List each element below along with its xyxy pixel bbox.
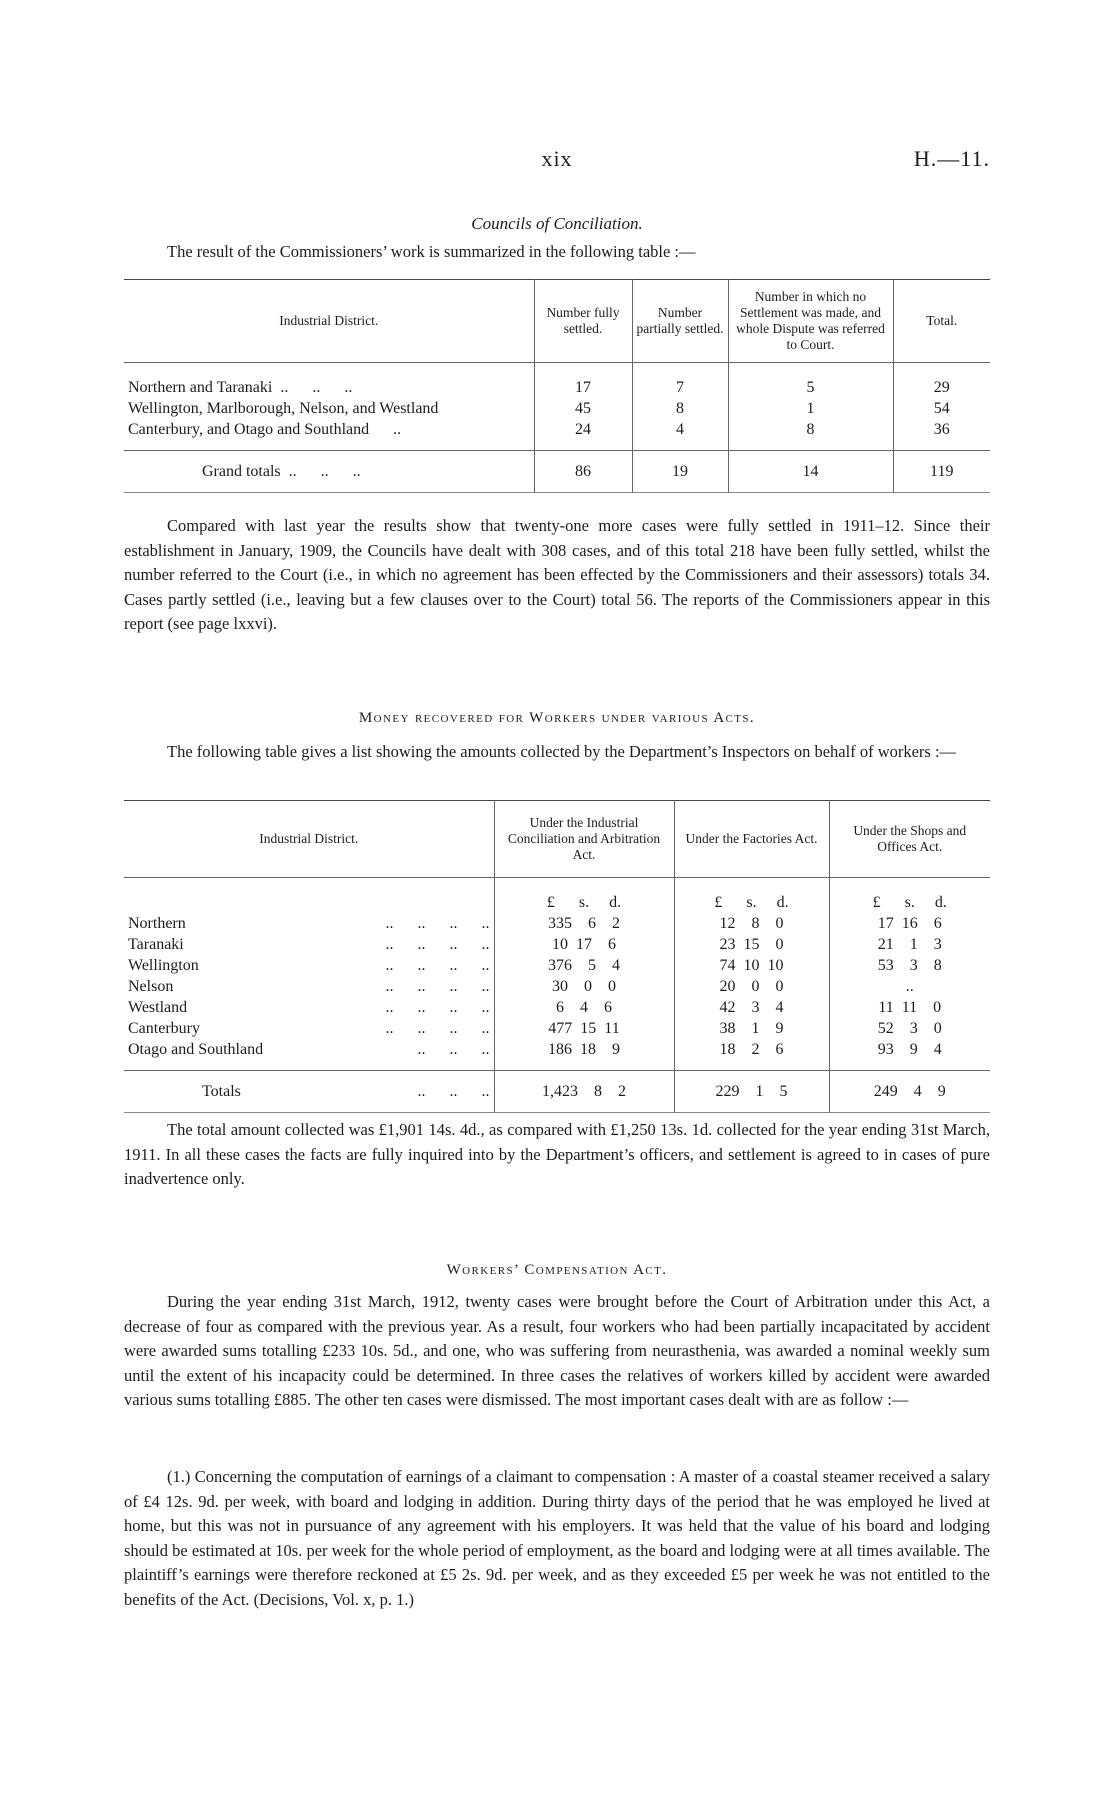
district-name: Otago and Southland bbox=[128, 1041, 264, 1058]
amount-shops: 52 3 0 bbox=[877, 1020, 942, 1037]
amount-shops: 249 4 9 bbox=[873, 1083, 946, 1100]
compensation-paragraph-1: During the year ending 31st March, 1912, twenty cases were brought before the Court of Arbitration under this Act, a decrease of four as compared with the previous year. As a result, four workers who had been partially incapacitated by accident were awarded sums totalling £233 10s. 5d., and one, who was suffering from neurasthenia, was awarded a nominal weekly sum until the extent of his incapacity could be determined. In three cases the relatives of workers killed by accident were awarded various sums totalling £885. The other ten cases were dismissed. The most important cases dealt with are as follow :— bbox=[124, 1292, 990, 1409]
district-name: Canterbury bbox=[128, 1020, 200, 1037]
table-row bbox=[124, 1018, 990, 1039]
district-name: Nelson bbox=[128, 978, 174, 995]
cell-referred: 14 bbox=[728, 451, 893, 493]
leader-dots: .. .. .. .. bbox=[385, 957, 490, 974]
table-row bbox=[124, 363, 990, 399]
district-name: Northern bbox=[128, 915, 186, 932]
councils-heading: Councils of Conciliation. bbox=[471, 214, 643, 233]
amount-ica: 30 0 0 bbox=[552, 978, 616, 995]
leader-dots: .. .. .. .. bbox=[385, 1020, 490, 1037]
page-number: xix bbox=[541, 146, 573, 171]
amount-shops: 17 16 6 bbox=[877, 915, 942, 932]
district-name: Wellington bbox=[128, 957, 199, 974]
district-name: Northern and Taranaki bbox=[128, 379, 273, 396]
amount-shops: 53 3 8 bbox=[877, 957, 942, 974]
councils-intro: The result of the Commissioners’ work is summarized in the following table :— bbox=[167, 242, 696, 261]
col-partially-settled: Number partially settled. bbox=[632, 280, 728, 363]
district-name: Wellington, Marlborough, Nelson, and Westland bbox=[128, 400, 439, 417]
councils-table bbox=[124, 279, 990, 493]
cell-fully: 17 bbox=[534, 363, 632, 399]
leader-dots: .. .. .. bbox=[417, 1083, 490, 1100]
cell-referred: 8 bbox=[728, 419, 893, 451]
district-name: Taranaki bbox=[128, 936, 184, 953]
col-fully-settled: Number fully settled. bbox=[534, 280, 632, 363]
amount-factories: 12 8 0 bbox=[719, 915, 784, 932]
amount-factories: 18 2 6 bbox=[719, 1041, 784, 1058]
councils-table-header bbox=[124, 280, 990, 363]
cell-total: 29 bbox=[893, 363, 990, 399]
col-industrial-conciliation-act: Under the Industrial Conciliation and Arbitration Act. bbox=[494, 801, 674, 878]
councils-summary-paragraph: Compared with last year the results show that twenty-one more cases were fully settled in 1911–12. Since their establishment in January, 1909, the Councils have dealt with 308 cases, and of this total 218 have been fully settled, whilst the number referred to the Court (i.e., in which no agreement has been effected by the Commissioners and their assessors) totals 34. Cases partly settled (i.e., leaving but a few clauses over to the Court) total 56. The reports of the Commissioners appear in this report (see page lxxvi). bbox=[124, 516, 990, 633]
table-row bbox=[124, 398, 990, 419]
money-intro: The following table gives a list showing the amounts collected by the Department’s Inspectors on behalf of workers :— bbox=[167, 742, 957, 761]
amount-ica: 335 6 2 bbox=[548, 915, 620, 932]
table-row bbox=[124, 997, 990, 1018]
district-name: Westland bbox=[128, 999, 188, 1016]
money-table-header bbox=[124, 801, 990, 878]
leader-dots: .. bbox=[369, 421, 402, 438]
currency-units: £ s. d. bbox=[872, 894, 947, 911]
money-table bbox=[124, 800, 990, 1113]
cell-referred: 1 bbox=[728, 398, 893, 419]
col-factories-act: Under the Factories Act. bbox=[674, 801, 829, 878]
grand-totals-row bbox=[124, 451, 990, 493]
grand-totals-label: Grand totals bbox=[202, 463, 281, 480]
currency-units: £ s. d. bbox=[546, 894, 622, 911]
cell-total: 119 bbox=[893, 451, 990, 493]
col-industrial-district: Industrial District. bbox=[124, 801, 494, 878]
leader-dots: .. .. .. .. bbox=[385, 978, 490, 995]
leader-dots: .. .. .. .. bbox=[385, 936, 490, 953]
cell-partially: 4 bbox=[632, 419, 728, 451]
col-industrial-district: Industrial District. bbox=[124, 280, 534, 363]
amount-shops: 11 11 0 bbox=[878, 999, 942, 1016]
cell-fully: 86 bbox=[534, 451, 632, 493]
cell-total: 36 bbox=[893, 419, 990, 451]
currency-row bbox=[124, 878, 990, 914]
compensation-heading: Workers’ Compensation Act. bbox=[446, 1262, 668, 1278]
col-referred-to-court: Number in which no Settlement was made, and whole Dispute was referred to Court. bbox=[728, 280, 893, 363]
table-row bbox=[124, 419, 990, 451]
compensation-paragraph-2: (1.) Concerning the computation of earnings of a claimant to compensation : A master of a coastal steamer received a salary of £4 12s. 9d. per week, with board and lodging in addition. During thirty days of the period that he was employed he lived at home, but this was not in pursuance of any agreement with his employers. It was held that the value of his board and lodging should be estimated at 10s. per week for the whole period of employment, as the board and lodging were at all times available. The plaintiff’s earnings were therefore reckoned at £5 2s. 9d. per week, and as they exceeded £5 per week he was not entitled to the benefits of the Act. (Decisions, Vol. x, p. 1.) bbox=[124, 1467, 990, 1609]
amount-ica: 376 5 4 bbox=[548, 957, 620, 974]
table-row bbox=[124, 913, 990, 934]
table-row bbox=[124, 976, 990, 997]
table-row bbox=[124, 934, 990, 955]
amount-factories: 20 0 0 bbox=[719, 978, 784, 995]
document-reference: H.—11. bbox=[913, 146, 990, 171]
leader-dots: .. .. .. bbox=[280, 463, 361, 480]
col-shops-offices-act: Under the Shops and Offices Act. bbox=[829, 801, 990, 878]
cell-partially: 8 bbox=[632, 398, 728, 419]
amount-factories: 38 1 9 bbox=[719, 1020, 784, 1037]
table-row bbox=[124, 1039, 990, 1071]
leader-dots: .. .. .. .. bbox=[385, 999, 490, 1016]
amount-ica: 1,423 8 2 bbox=[542, 1083, 626, 1100]
cell-partially: 19 bbox=[632, 451, 728, 493]
cell-partially: 7 bbox=[632, 363, 728, 399]
leader-dots: .. .. .. bbox=[417, 1041, 490, 1058]
cell-referred: 5 bbox=[728, 363, 893, 399]
leader-dots: .. .. .. bbox=[272, 379, 353, 396]
table-row bbox=[124, 955, 990, 976]
cell-total: 54 bbox=[893, 398, 990, 419]
totals-label: Totals bbox=[202, 1083, 241, 1100]
cell-fully: 45 bbox=[534, 398, 632, 419]
amount-ica: 186 18 9 bbox=[548, 1041, 620, 1058]
amount-shops: 21 1 3 bbox=[877, 936, 942, 953]
currency-units: £ s. d. bbox=[714, 894, 789, 911]
col-total: Total. bbox=[893, 280, 990, 363]
district-name: Canterbury, and Otago and Southland bbox=[128, 421, 370, 438]
leader-dots: .. .. .. .. bbox=[385, 915, 490, 932]
amount-factories: 42 3 4 bbox=[719, 999, 784, 1016]
cell-fully: 24 bbox=[534, 419, 632, 451]
amount-factories: 229 1 5 bbox=[715, 1083, 788, 1100]
amount-ica: 477 15 11 bbox=[548, 1020, 620, 1037]
amount-factories: 23 15 0 bbox=[719, 936, 784, 953]
money-summary-paragraph: The total amount collected was £1,901 14s. 4d., as compared with £1,250 13s. 1d. collected for the year ending 31st March, 1911. In all these cases the facts are fully inquired into by the Department’s officers, and settlement is agreed to in cases of pure inadvertence only. bbox=[124, 1120, 990, 1188]
money-heading: Money recovered for Workers under various Acts. bbox=[358, 710, 756, 726]
amount-shops: .. bbox=[905, 978, 914, 995]
totals-row bbox=[124, 1071, 990, 1113]
amount-factories: 74 10 10 bbox=[719, 957, 784, 974]
amount-ica: 10 17 6 bbox=[552, 936, 616, 953]
amount-ica: 6 4 6 bbox=[556, 999, 612, 1016]
amount-shops: 93 9 4 bbox=[877, 1041, 942, 1058]
